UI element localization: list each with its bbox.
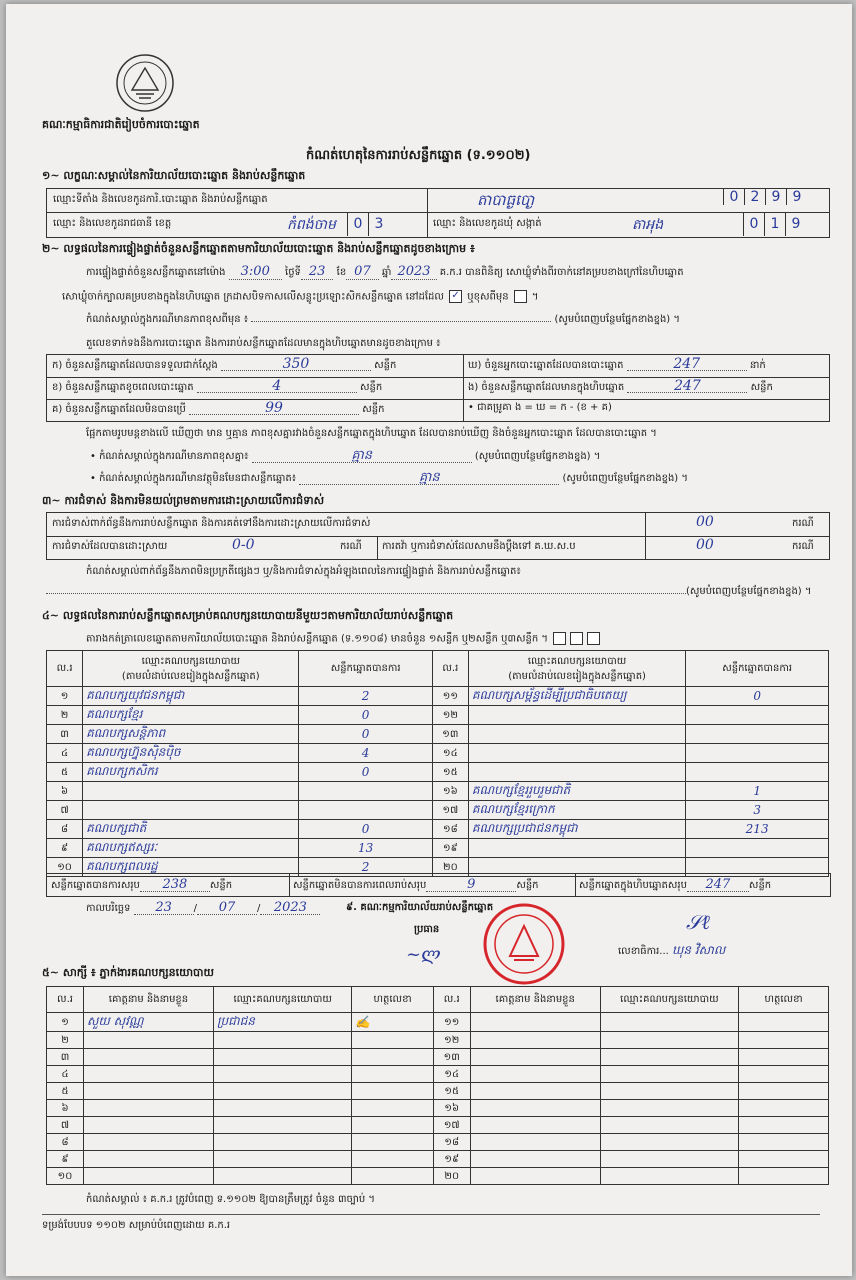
- secretary-line: លេខាធិការ... ឃុន វិសាល: [618, 943, 726, 957]
- party-name: គណបក្សប្រជាជនកម្ពុជា: [468, 820, 685, 839]
- valid-votes: 4: [299, 744, 432, 763]
- party-name: គណបក្សសម្ព័ន្ធដើម្បីប្រជាធិបតេយ្យ: [468, 687, 685, 706]
- two-sheet-checkbox[interactable]: [570, 632, 583, 645]
- valid-votes: 2: [299, 687, 432, 706]
- row-number: ១៥: [433, 1083, 470, 1100]
- box-total: សន្លឹកឆ្នោតក្នុងហិបឆ្នោតសរុប 247 សន្លឹក: [579, 877, 772, 892]
- commune-value: តាអុង: [632, 217, 664, 233]
- table-row: [47, 763, 829, 782]
- valid-votes: [686, 725, 829, 744]
- row-number: ៨: [47, 1134, 84, 1151]
- row-number: ១: [47, 687, 83, 706]
- witness-name: [470, 1083, 600, 1100]
- province-value: កំពង់ចាម: [287, 217, 336, 233]
- unused-ballots-row: គ) ចំនួនសន្លឹកឆ្នោតដែលមិនបានប្រើ 99 សន្លឹក: [52, 400, 385, 416]
- foreign-object-bullet: • កំណត់សម្គាល់ក្នុងករណីមានវត្ថុមិនមែនជាសន្លឹកឆ្នោត៖ គ្មាន (សូមបំពេញបន្ថែមផ្នែកខាងខ្នង) ។: [90, 470, 688, 485]
- row-number: ១៧: [433, 1117, 470, 1134]
- witness-signature: [739, 1100, 829, 1117]
- complaints-unit: ករណី: [792, 518, 814, 529]
- witness-signature: [739, 1013, 829, 1032]
- verification-line-1: ការផ្ទៀងផ្ទាត់ចំនួនសន្លឹកឆ្នោតនៅម៉ោង 3:00 ថ្ងៃទី 23 ខែ 07 ឆ្នាំ 2023 គ.ក.រ បានពិនិត្យ សោឃ្លុំទាំងពីរចាក់នៅគម្របខាងក្រៅនៃហិបឆ្នោត: [86, 264, 684, 279]
- party-name: [468, 744, 685, 763]
- witness-name: [470, 1013, 600, 1032]
- witness-name: [83, 1151, 213, 1168]
- table-row: [47, 744, 829, 763]
- committee-name: គណៈកម្មាធិការជាតិរៀបចំការបោះឆ្នោត: [42, 118, 200, 131]
- valid-votes: 13: [299, 839, 432, 858]
- province-code: 0 3: [347, 213, 389, 236]
- witness-name: [470, 1049, 600, 1066]
- witness-party: [600, 1066, 738, 1083]
- row-number: ៧: [47, 1117, 84, 1134]
- committee-label: ៩. គណៈកម្មការិយាល័យរាប់សន្លឹកឆ្នោត: [346, 902, 494, 913]
- table-row: [47, 820, 829, 839]
- witness-party: [600, 1168, 738, 1185]
- date-line: កាលបរិច្ឆេទ 23 / 07 / 2023: [86, 902, 320, 915]
- form-title: កំណត់ហេតុនៃការរាប់សន្លឹកឆ្នោត (ទ.១១០២): [306, 148, 531, 163]
- witness-name: [83, 1083, 213, 1100]
- results-intro: តួលេខទាក់ទងនឹងការបោះឆ្នោត និងការរាប់សន្លឹកឆ្នោតដែលមានក្នុងហិបឆ្នោតមានដូចខាងក្រោម ៖: [86, 338, 441, 349]
- comparison-statement: ផ្អែកតាមរូបមន្តខាងលើ ឃើញថា មាន ឬគ្មាន ភាពខុសគ្នារវាងចំនួនសន្លឹកឆ្នោតក្នុងហិបឆ្នោត ដែលបានរាប់ឃើញ និងចំនួនអ្នកបោះឆ្នោត ដែលបានបោះឆ្នោត ។: [86, 428, 657, 439]
- appeal-label: ការតវ៉ា ឬការជំទាស់ដែលសាមនឹងប្តឹងទៅ គ.ឃ.ស.ប: [382, 541, 576, 552]
- valid-votes: 3: [686, 801, 829, 820]
- witness-name: [470, 1032, 600, 1049]
- section-1-heading: ១~ លក្ខណៈសម្គាល់នៃការិយាល័យបោះឆ្នោត និងរាប់សន្លឹកឆ្នោត: [42, 169, 306, 182]
- valid-votes: 0: [299, 706, 432, 725]
- valid-total: សន្លឹកឆ្នោតបានការសរុប 238 សន្លឹក: [51, 877, 233, 892]
- witness-name: [83, 1049, 213, 1066]
- row-number: ៣: [47, 725, 83, 744]
- footnote: កំណត់សម្គាល់ ៖ គ.ក.រ ត្រូវបំពេញ ទ.១១០២ ឱ្យបានត្រឹមត្រូវ ចំនួន ៣ច្បាប់ ។: [86, 1194, 375, 1205]
- row-number: ៤: [47, 744, 83, 763]
- row-number: ៩: [47, 839, 83, 858]
- unchanged-checkbox[interactable]: ✓: [449, 290, 462, 303]
- witness-party: ប្រជាជន: [213, 1013, 351, 1032]
- nec-emblem-icon: [114, 52, 176, 114]
- row-number: ១៨: [433, 1134, 470, 1151]
- witness-party: [600, 1049, 738, 1066]
- table-row: [47, 687, 829, 706]
- witness-signature: [739, 1032, 829, 1049]
- witness-signature: [739, 1066, 829, 1083]
- witness-signature: [739, 1151, 829, 1168]
- row-number: ១៩: [433, 1151, 470, 1168]
- witness-signature: [739, 1117, 829, 1134]
- appeal-value: 00: [696, 537, 714, 553]
- witness-signature: [352, 1134, 433, 1151]
- witness-party: [213, 1100, 351, 1117]
- row-number: ៧: [47, 801, 83, 820]
- row-number: ៥: [47, 1083, 84, 1100]
- table-row: [47, 1083, 829, 1100]
- witness-name: សួយ សុវណ្ណ: [83, 1013, 213, 1032]
- difference-bullet: • កំណត់សម្គាល់ក្នុងករណីមានភាពខុសគ្នា៖ គ្មាន (សូមបំពេញបន្ថែមផ្នែកខាងខ្នង) ។: [90, 448, 601, 463]
- witness-signature: [739, 1049, 829, 1066]
- table-row: [47, 725, 829, 744]
- witness-signature: [739, 1168, 829, 1185]
- location-label: ឈ្មោះទីតាំង និងលេខកូដការិ.បោះឆ្នោត និងរាប់សន្លឹកឆ្នោត: [53, 194, 268, 205]
- witness-signature: [352, 1066, 433, 1083]
- party-name: គណបក្សកសិករ: [83, 763, 299, 782]
- witness-signature: [739, 1083, 829, 1100]
- province-label: ឈ្មោះ និងលេខកូដរាជធានី ខេត្ត: [53, 218, 172, 229]
- witness-party: [600, 1013, 738, 1032]
- form-footer: ទម្រង់បែបបទ ១១០២ សម្រាប់បំពេញដោយ គ.ក.រ: [42, 1220, 231, 1231]
- valid-votes: [686, 744, 829, 763]
- row-number: ៥: [47, 763, 83, 782]
- witness-name: [83, 1134, 213, 1151]
- valid-votes: 0: [299, 763, 432, 782]
- row-number: ១៣: [433, 1049, 470, 1066]
- witness-party: [213, 1083, 351, 1100]
- valid-votes: [299, 801, 432, 820]
- witness-name: [83, 1117, 213, 1134]
- witness-name: [83, 1100, 213, 1117]
- row-number: ៦: [47, 1100, 84, 1117]
- witness-party: [600, 1032, 738, 1049]
- section-2-heading: ២~ លទ្ធផលនៃការផ្ទៀងផ្ទាត់ចំនួនសន្លឹកឆ្នោតតាមការិយាល័យបោះឆ្នោត និងរាប់សន្លឹកឆ្នោតដូចខាងក្រោម ៖: [42, 242, 475, 255]
- witness-name: [83, 1168, 213, 1185]
- row-number: ១៤: [433, 1066, 470, 1083]
- witness-signature: [739, 1134, 829, 1151]
- table-row: [47, 1151, 829, 1168]
- row-number: ១០: [47, 858, 83, 877]
- witness-name: [470, 1134, 600, 1151]
- party-name: គណបក្សពលរដ្ឋ: [83, 858, 299, 877]
- valid-votes: 1: [686, 782, 829, 801]
- section-1-table: [46, 188, 830, 238]
- irregularity-fill: (សូមបំពេញបន្ថែមផ្នែកខាងខ្នង) ។: [46, 586, 811, 598]
- party-name: គណបក្សខ្មែរក្រោក: [468, 801, 685, 820]
- row-number: ២: [47, 706, 83, 725]
- witness-party: [600, 1083, 738, 1100]
- table-row: [47, 782, 829, 801]
- spoiled-ballots-row: ខ) ចំនួនសន្លឹកឆ្នោតខូចពេលបោះឆ្នោត 4 សន្លឹក: [52, 378, 383, 394]
- row-number: ៦: [47, 782, 83, 801]
- table-row: [47, 1117, 829, 1134]
- table-row: [47, 1049, 829, 1066]
- valid-votes: 2: [299, 858, 432, 877]
- complaints-label: ការជំទាស់ពាក់ព័ន្ធនឹងការរាប់សន្លឹកឆ្នោត និងការគត់ទៅនឹងការដោះស្រាយលើការជំទាស់: [52, 518, 371, 529]
- witness-party: [600, 1134, 738, 1151]
- one-sheet-checkbox[interactable]: [553, 632, 566, 645]
- valid-votes: 0: [299, 820, 432, 839]
- row-number: ២: [47, 1032, 84, 1049]
- valid-votes: [686, 839, 829, 858]
- party-name: គណបក្សជាតិ: [83, 820, 299, 839]
- witness-party: [213, 1151, 351, 1168]
- row-number: ៩: [47, 1151, 84, 1168]
- party-name: គណបក្សខ្មែររួបរួមជាតិ: [468, 782, 685, 801]
- row-number: ១៦: [433, 1100, 470, 1117]
- section-4-heading: ៤~ លទ្ធផលនៃការរាប់សន្លឹកឆ្នោតសម្រាប់គណបក្សនយោបាយនីមួយៗតាមការិយាល័យរាប់សន្លឹកឆ្នោត: [42, 609, 454, 622]
- witness-party: [600, 1100, 738, 1117]
- row-number: ១១: [432, 687, 468, 706]
- witness-party: [600, 1117, 738, 1134]
- valid-votes: 213: [686, 820, 829, 839]
- row-number: ១៩: [432, 839, 468, 858]
- valid-votes: [299, 782, 432, 801]
- witness-signature: [352, 1168, 433, 1185]
- row-number: ១៥: [432, 763, 468, 782]
- witness-name: [470, 1151, 600, 1168]
- chair-signature: ~ლ: [406, 944, 441, 965]
- table-row: [47, 1100, 829, 1117]
- row-number: ១៤: [432, 744, 468, 763]
- verification-line-2: សោឃ្លុំចាក់ក្បាលគម្របខាងក្នុងនៃហិបឆ្នោត ក្រដាសបិទកាសលើសន្លូះប្រឡោះសិកសន្លឹកឆ្នោត នៅដដែល ✓ ឬខុសពីមុន ។: [62, 290, 539, 303]
- party-name: គណបក្សហ្វ៊ុនស៊ិនប៉ិច: [83, 744, 299, 763]
- witness-signature: [352, 1083, 433, 1100]
- party-name: [468, 706, 685, 725]
- witness-signature: [352, 1151, 433, 1168]
- three-sheet-checkbox[interactable]: [587, 632, 600, 645]
- witness-signature: [352, 1117, 433, 1134]
- resolved-unit: ករណី: [340, 541, 362, 552]
- irregularity-note: កំណត់សម្គាល់ពាក់ព័ន្ធនឹងភាពមិនប្រក្រតីផ្សេងៗ ឬ/និងការជំទាស់ក្នុងអំឡុងពេលនៃការផ្ទៀងផ្ទាត់ និងការរាប់សន្លឹកឆ្នោត៖: [86, 566, 521, 577]
- witness-signature: ✍: [352, 1013, 433, 1032]
- secretary-signature: 𝒮ℓ: [686, 910, 710, 934]
- row-number: ២០: [432, 858, 468, 877]
- witness-name: [83, 1066, 213, 1083]
- party-name: [468, 725, 685, 744]
- row-number: ២០: [433, 1168, 470, 1185]
- section-4-intro: តារាងកត់ត្រាលេខឆ្នោតតាមការិយាល័យបោះឆ្នោត និងរាប់សន្លឹកឆ្នោត (ទ.១១០៨) មានចំនួន ១សន្លឹក ឬ២សន្លឹក ឬ៣សន្លឹក ។: [86, 632, 602, 646]
- row-number: ៨: [47, 820, 83, 839]
- appeal-unit: ករណី: [792, 541, 814, 552]
- row-number: ១២: [432, 706, 468, 725]
- table-row: [47, 1066, 829, 1083]
- row-number: ៤: [47, 1066, 84, 1083]
- witness-name: [470, 1066, 600, 1083]
- table-row: [47, 1013, 829, 1032]
- row-number: ១៧: [432, 801, 468, 820]
- witness-party: [600, 1151, 738, 1168]
- valid-votes: 0: [686, 687, 829, 706]
- witness-party: [213, 1134, 351, 1151]
- witness-table: ល.រ គោត្តនាម និងនាមខ្លួន ឈ្មោះគណបក្សនយោបាយ ហត្ថលេខា ល.រ គោត្តនាម និងនាមខ្លួន ឈ្មោះគណបក្សនយោបាយ ហត្ថលេខា ១ សួយ សុវណ្ណ ប្រជាជន ✍ ១១ ២ ១២ ៣ ១៣ ៤ ១៤ ៥ ១៥ ៦ ១៦ ៧ ១៧ ៨ ១៨ ៩ ១៩ ១០ ២០: [46, 986, 829, 1185]
- witness-signature: [352, 1049, 433, 1066]
- complaints-value: 00: [696, 514, 714, 530]
- formula-row: • ជាគម្រូគា ង = ឃ = ក - (ខ + គ): [468, 402, 612, 413]
- valid-votes: [686, 706, 829, 725]
- table-row: [47, 801, 829, 820]
- row-number: ១២: [433, 1032, 470, 1049]
- witness-party: [213, 1117, 351, 1134]
- section-5-heading: ៥~ សាក្សី ៖ ភ្នាក់ងារគណបក្សនយោបាយ: [42, 966, 215, 979]
- party-results-table: ល.រ ឈ្មោះគណបក្សនយោបាយ (តាមលំដាប់លេខរៀងក្នុងសន្លឹកឆ្នោត) សន្លឹកឆ្នោតបានការ ល.រ ឈ្មោះគណបក្សនយោបាយ (តាមលំដាប់លេខរៀងក្នុងសន្លឹកឆ្នោត) សន្លឹកឆ្នោតបានការ ១ គណបក្សយុវជនកម្ពុជា 2 ១១ គណបក្សសម្ព័ន្ធដើម្បីប្រជាធិបតេយ្យ 0 ២ គណបក្សខ្មែរ 0 ១២ ៣ គណបក្សសន្តិភាព 0 ១៣ ៤ គណបក្សហ្វ៊ុនស៊ិនប៉ិច 4 ១៤ ៥ គណបក្សកសិករ 0 ១៥ ៦ ១៦ គណបក្សខ្មែររួបរួមជាតិ 1 ៧ ១៧ គណបក្សខ្មែរក្រោក 3 ៨ គណបក្សជាតិ 0 ១៨ គណបក្សប្រជាជនកម្ពុជា 213 ៩ គណបក្សឥស្សរៈ 13 ១៩ ១០ គណបក្សពលរដ្ឋ 2 ២០: [46, 650, 829, 877]
- voters-row: ឃ) ចំនួនអ្នកបោះឆ្នោតដែលបានបោះឆ្នោត 247 នាក់: [468, 356, 766, 372]
- row-number: ១១: [433, 1013, 470, 1032]
- witness-name: [470, 1168, 600, 1185]
- table-row: [47, 706, 829, 725]
- row-number: ១៣: [432, 725, 468, 744]
- row-number: ៣: [47, 1049, 84, 1066]
- row-number: ១៦: [432, 782, 468, 801]
- totals-row: [46, 873, 831, 897]
- party-name: [83, 782, 299, 801]
- party-name: គណបក្សខ្មែរ: [83, 706, 299, 725]
- table-row: [47, 1032, 829, 1049]
- party-name: គណបក្សសន្តិភាព: [83, 725, 299, 744]
- witness-party: [213, 1032, 351, 1049]
- party-name: [83, 801, 299, 820]
- changed-checkbox[interactable]: [514, 290, 527, 303]
- received-ballots-row: ក) ចំនួនសន្លឹកឆ្នោតដែលបានទទួលជាក់ស្តែង 350 សន្លឹក: [52, 356, 397, 372]
- invalid-total: សន្លឹកឆ្នោតមិនបានការពេលរាប់សរុប 9 សន្លឹក: [293, 877, 539, 892]
- resolved-value: 0-0: [232, 537, 255, 553]
- party-name: [468, 839, 685, 858]
- table-row: [47, 839, 829, 858]
- party-name: គណបក្សឥស្សរៈ: [83, 839, 299, 858]
- witness-signature: [352, 1032, 433, 1049]
- witness-party: [213, 1066, 351, 1083]
- witness-party: [213, 1049, 351, 1066]
- official-stamp-icon: [482, 902, 566, 986]
- witness-name: [470, 1100, 600, 1117]
- row-number: ១: [47, 1013, 84, 1032]
- witness-name: [470, 1117, 600, 1134]
- difference-note: កំណត់សម្គាល់ក្នុងករណីមានភាពខុសពីមុន ៖ (សូមបំពេញបន្ថែមផ្នែកខាងខ្នង) ។: [86, 314, 680, 325]
- chair-label: ប្រធាន: [414, 924, 440, 935]
- valid-votes: [686, 763, 829, 782]
- resolved-label: ការជំទាស់ដែលបានដោះស្រាយ: [52, 541, 168, 552]
- section-3-heading: ៣~ ការជំទាស់ និងការមិនយល់ព្រមតាមការដោះស្រាយលើការជំទាស់: [42, 494, 325, 507]
- ballots-in-box-row: ង) ចំនួនសន្លឹកឆ្នោតដែលមានក្នុងហិបឆ្នោត 247 សន្លឹក: [468, 378, 773, 394]
- witness-signature: [352, 1100, 433, 1117]
- table-row: [47, 1134, 829, 1151]
- valid-votes: 0: [299, 725, 432, 744]
- party-name: [468, 763, 685, 782]
- party-name: គណបក្សយុវជនកម្ពុជា: [83, 687, 299, 706]
- form-sheet: [6, 4, 852, 1276]
- row-number: ១៨: [432, 820, 468, 839]
- commune-label: ឈ្មោះ និងលេខកូដឃុំ សង្កាត់: [433, 218, 542, 229]
- row-number: ១០: [47, 1168, 84, 1185]
- location-code: 0 2 9 9: [723, 189, 807, 212]
- witness-name: [83, 1032, 213, 1049]
- location-value: តាបាធ្ងបោ្ង: [477, 191, 535, 209]
- commune-code: 0 1 9: [743, 213, 806, 236]
- table-row: [47, 1168, 829, 1185]
- witness-party: [213, 1168, 351, 1185]
